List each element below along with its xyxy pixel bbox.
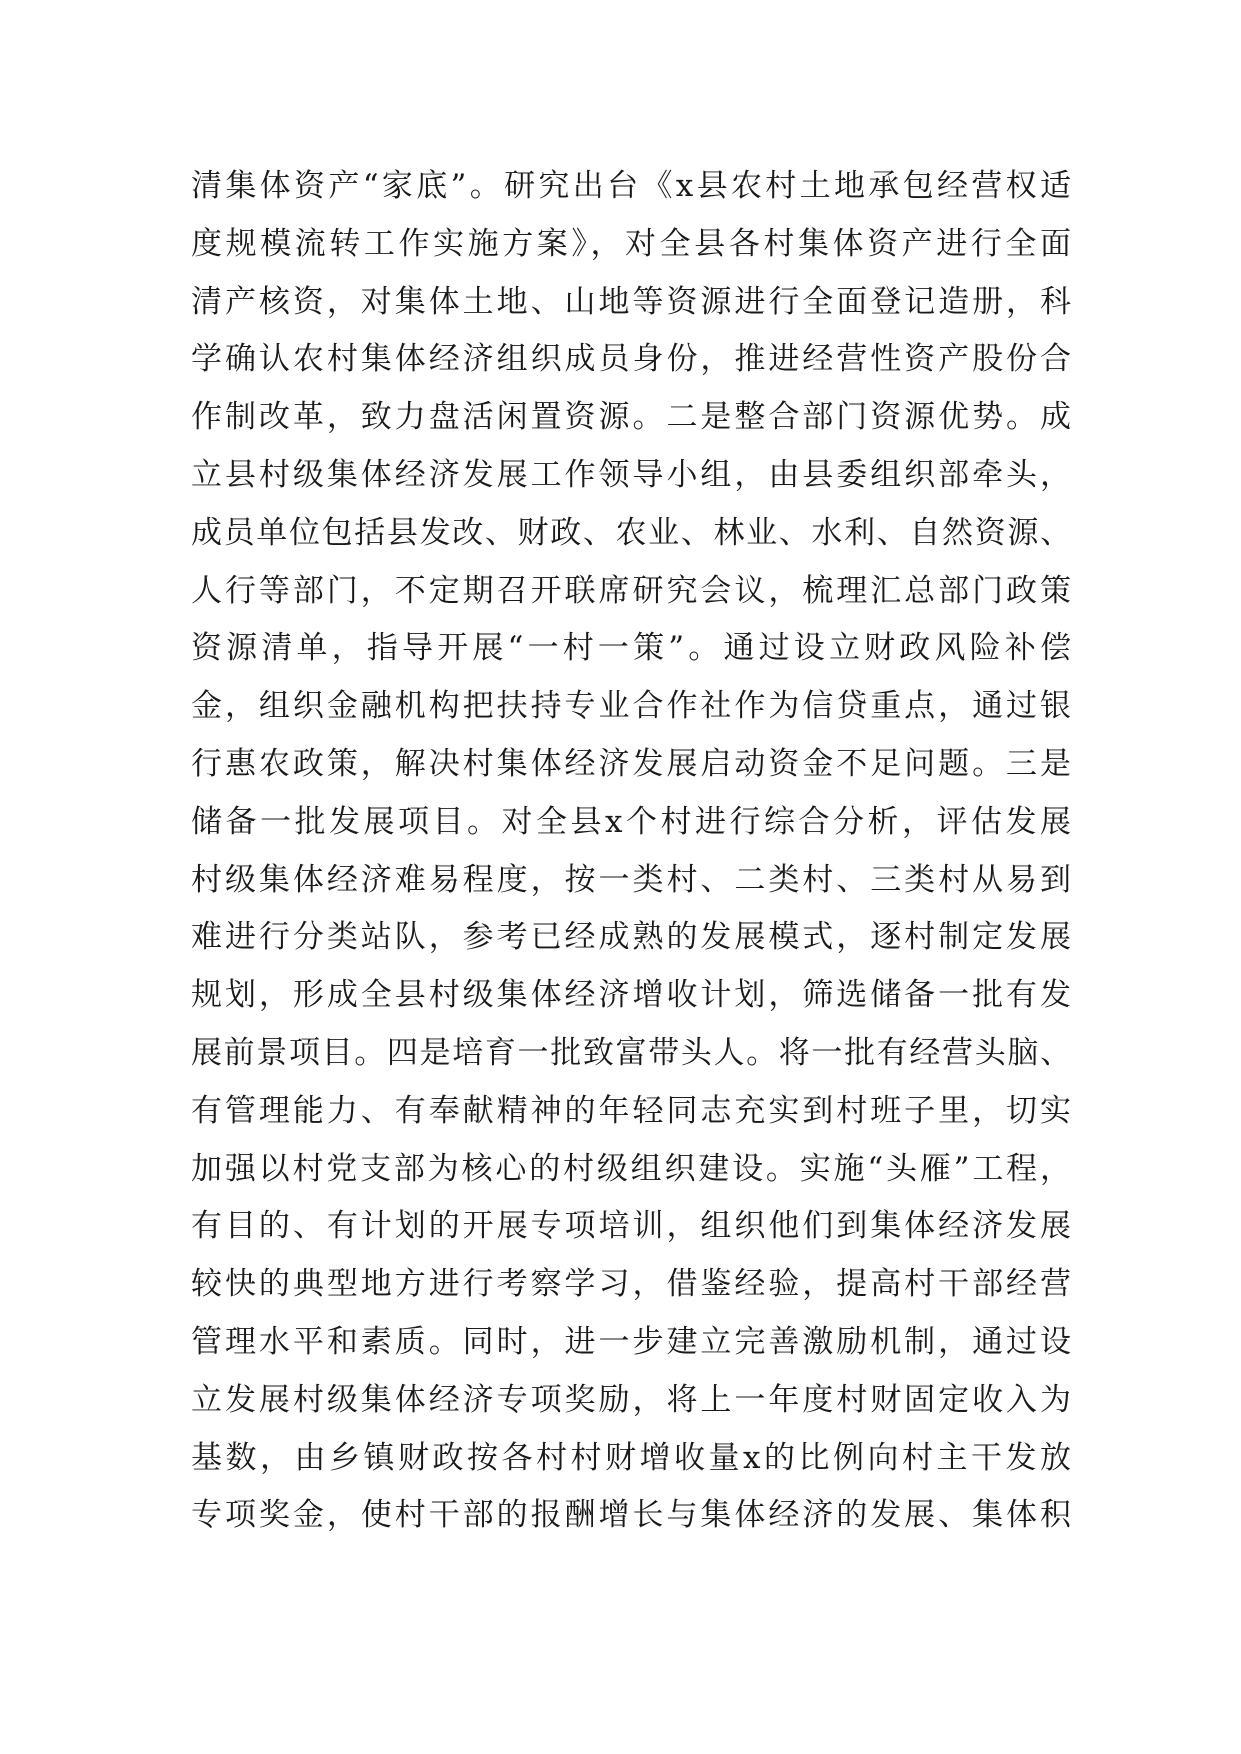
text-line: 有管理能力、有奉献精神的年轻同志充实到村班子里，切实 [191, 1092, 1071, 1129]
text-line: 基数，由乡镇财政按各村村财增收量x的比例向村主干发放 [191, 1439, 1071, 1476]
text-line: 学确认农村集体经济组织成员身份，推进经营性资产股份合 [191, 341, 1071, 378]
text-line: 资源清单，指导开展“一村一策”。通过设立财政风险补偿 [191, 630, 1071, 667]
text-line: 展前景项目。四是培育一批致富带头人。将一批有经营头脑、 [191, 1034, 1071, 1071]
text-line: 清集体资产“家底”。研究出台《x县农村土地承包经营权适 [191, 168, 1071, 204]
text-line: 储备一批发展项目。对全县x个村进行综合分析，评估发展 [191, 803, 1071, 840]
text-line: 加强以村党支部为核心的村级组织建设。实施“头雁”工程， [191, 1150, 1071, 1187]
text-line: 难进行分类站队，参考已经成熟的发展模式，逐村制定发展 [191, 919, 1071, 956]
text-line: 度规模流转工作实施方案》，对全县各村集体资产进行全面 [191, 225, 1071, 262]
text-line: 金，组织金融机构把扶持专业合作社作为信贷重点，通过银 [191, 688, 1071, 725]
text-line: 立发展村级集体经济专项奖励，将上一年度村财固定收入为 [191, 1381, 1071, 1418]
text-line: 清产核资，对集体土地、山地等资源进行全面登记造册，科 [191, 283, 1071, 320]
body-text [191, 158, 1071, 1545]
text-line: 行惠农政策，解决村集体经济发展启动资金不足问题。三是 [191, 745, 1071, 782]
text-line: 专项奖金，使村干部的报酬增长与集体经济的发展、集体积 [191, 1497, 1071, 1534]
text-line: 有目的、有计划的开展专项培训，组织他们到集体经济发展 [191, 1208, 1071, 1245]
text-line: 规划，形成全县村级集体经济增收计划，筛选储备一批有发 [191, 977, 1071, 1014]
text-line: 人行等部门，不定期召开联席研究会议，梳理汇总部门政策 [191, 572, 1071, 609]
text-line: 管理水平和素质。同时，进一步建立完善激励机制，通过设 [191, 1323, 1071, 1360]
text-line: 较快的典型地方进行考察学习，借鉴经验，提高村干部经营 [191, 1266, 1071, 1303]
text-line: 作制改革，致力盘活闲置资源。二是整合部门资源优势。成 [191, 399, 1071, 436]
text-line: 立县村级集体经济发展工作领导小组，由县委组织部牵头， [191, 456, 1071, 493]
text-line: 村级集体经济难易程度，按一类村、二类村、三类村从易到 [191, 861, 1071, 898]
text-line: 成员单位包括县发改、财政、农业、林业、水利、自然资源、 [191, 514, 1071, 551]
